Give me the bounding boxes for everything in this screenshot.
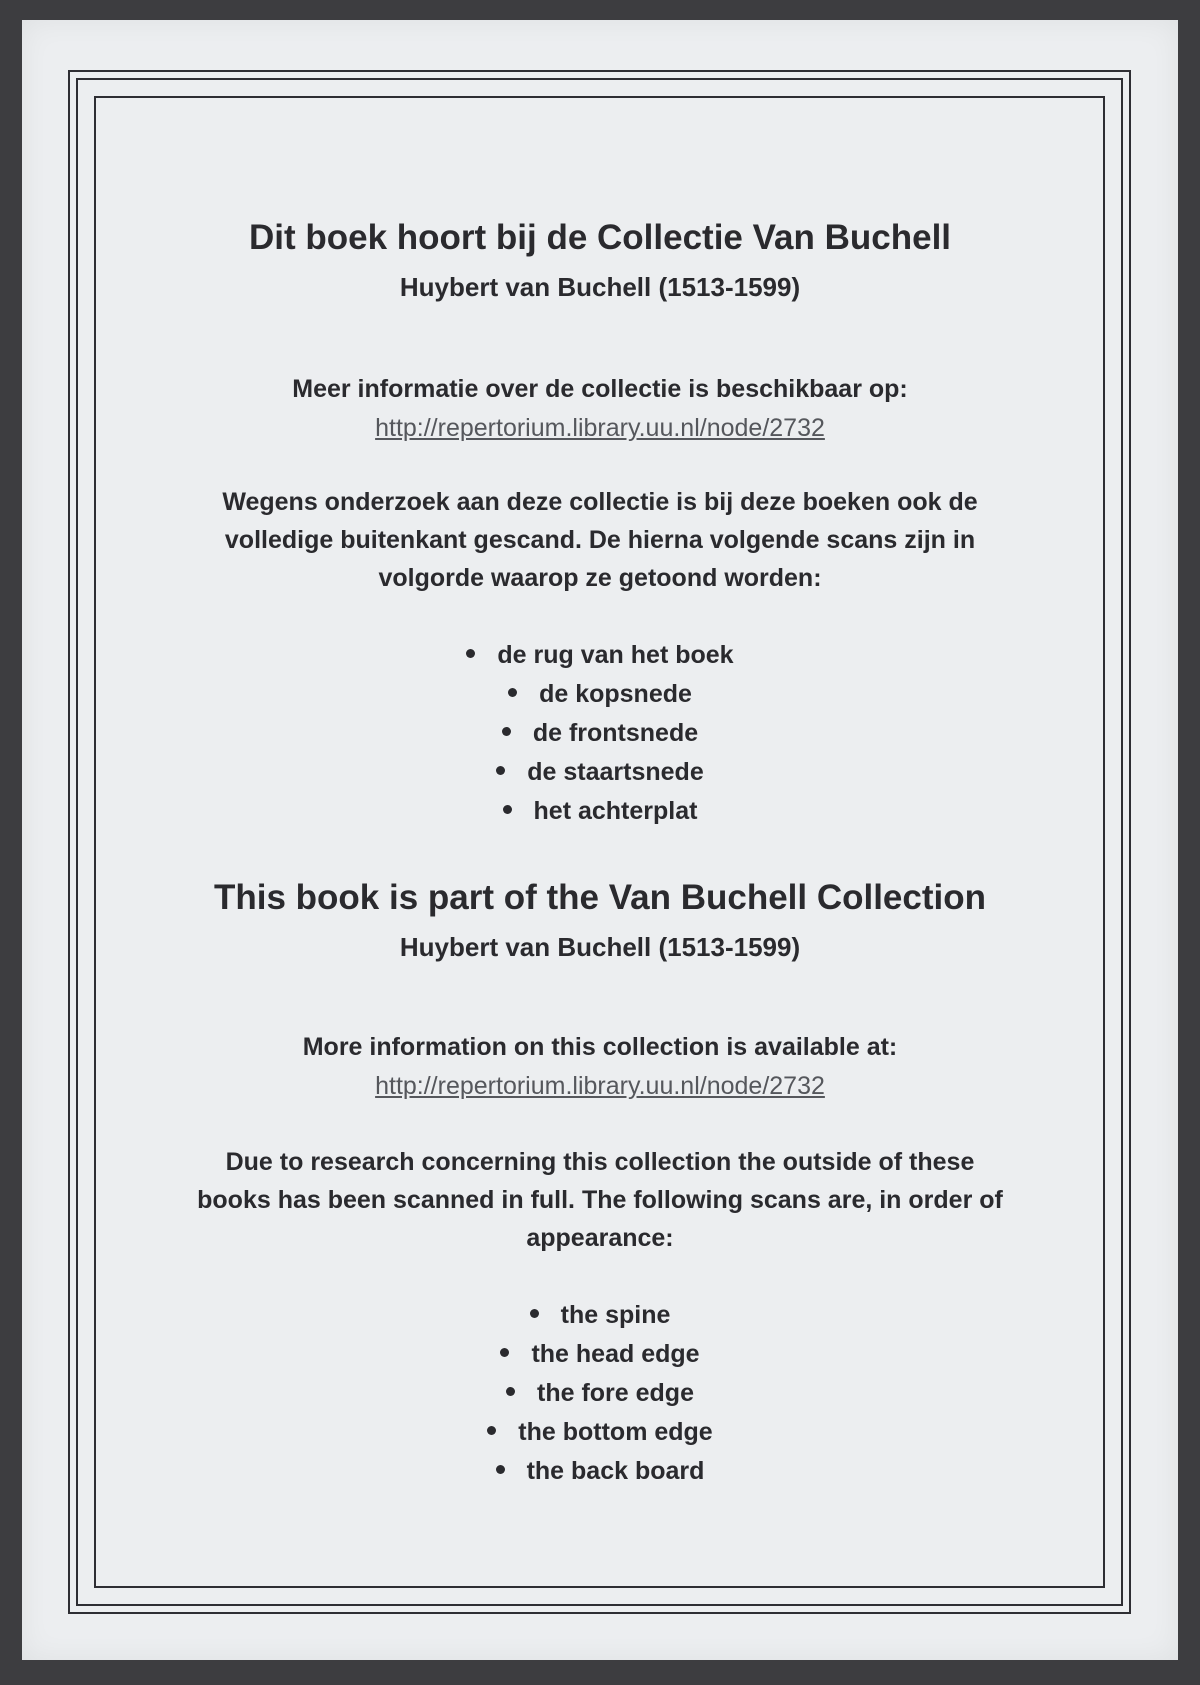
- bullet-icon: [500, 1348, 509, 1357]
- dutch-list-item-label: de staartsnede: [527, 758, 704, 786]
- dutch-list-item: [100, 680, 1100, 709]
- english-list-item-label: the fore edge: [537, 1379, 694, 1407]
- english-title: This book is part of the Van Buchell Collection: [213, 878, 987, 917]
- dutch-paragraph-line-2: volledige buitenkant gescand. De hierna volgende scans zijn in: [224, 526, 976, 554]
- english-link-row: [100, 1072, 1100, 1101]
- dutch-list-item-label: de frontsnede: [532, 719, 699, 747]
- dutch-paragraph-line-1: Wegens onderzoek aan deze collectie is bij deze boeken ook de: [222, 488, 978, 516]
- dutch-list-item-label: het achterplat: [533, 797, 698, 825]
- bullet-icon: [487, 1426, 496, 1435]
- bullet-icon: [496, 1465, 505, 1474]
- english-list-item-label: the back board: [526, 1457, 705, 1485]
- dutch-link-row: [100, 414, 1100, 443]
- english-collection-link[interactable]: http://repertorium.library.uu.nl/node/2732: [375, 1072, 825, 1100]
- english-info-intro: More information on this collection is available at:: [302, 1033, 898, 1061]
- dutch-list-item: [100, 641, 1100, 670]
- dutch-paragraph-line-3: volgorde waarop ze getoond worden:: [378, 564, 822, 592]
- english-paragraph-line-3: appearance:: [526, 1224, 674, 1252]
- dutch-list-item: [100, 758, 1100, 787]
- bullet-icon: [508, 688, 517, 697]
- dutch-list-item: [100, 797, 1100, 826]
- english-paragraph-line-1: Due to research concerning this collection the outside of these: [225, 1148, 975, 1176]
- bullet-icon: [530, 1309, 539, 1318]
- dutch-title: Dit boek hoort bij de Collectie Van Buchell: [248, 218, 952, 257]
- bullet-icon: [496, 766, 505, 775]
- bullet-icon: [503, 805, 512, 814]
- bullet-icon: [502, 727, 511, 736]
- english-list-item: [100, 1340, 1100, 1369]
- bullet-icon: [466, 649, 475, 658]
- english-subtitle: Huybert van Buchell (1513-1599): [399, 932, 801, 962]
- english-paragraph-line-2: books has been scanned in full. The following scans are, in order of: [197, 1186, 1003, 1214]
- dutch-list-item: [100, 719, 1100, 748]
- dutch-list-item-label: de kopsnede: [539, 680, 692, 708]
- english-list-item: [100, 1418, 1100, 1447]
- bullet-icon: [506, 1387, 515, 1396]
- english-list-item: [100, 1301, 1100, 1330]
- english-list-item-label: the bottom edge: [518, 1418, 713, 1446]
- dutch-list-item-label: de rug van het boek: [497, 641, 734, 669]
- english-list-item-label: the head edge: [531, 1340, 700, 1368]
- dutch-subtitle: Huybert van Buchell (1513-1599): [399, 272, 801, 302]
- dutch-info-intro: Meer informatie over de collectie is beschikbaar op:: [292, 375, 908, 403]
- english-list-item: [100, 1379, 1100, 1408]
- dutch-collection-link[interactable]: http://repertorium.library.uu.nl/node/2732: [375, 414, 825, 442]
- english-list-item: [100, 1457, 1100, 1486]
- english-list-item-label: the spine: [560, 1301, 671, 1329]
